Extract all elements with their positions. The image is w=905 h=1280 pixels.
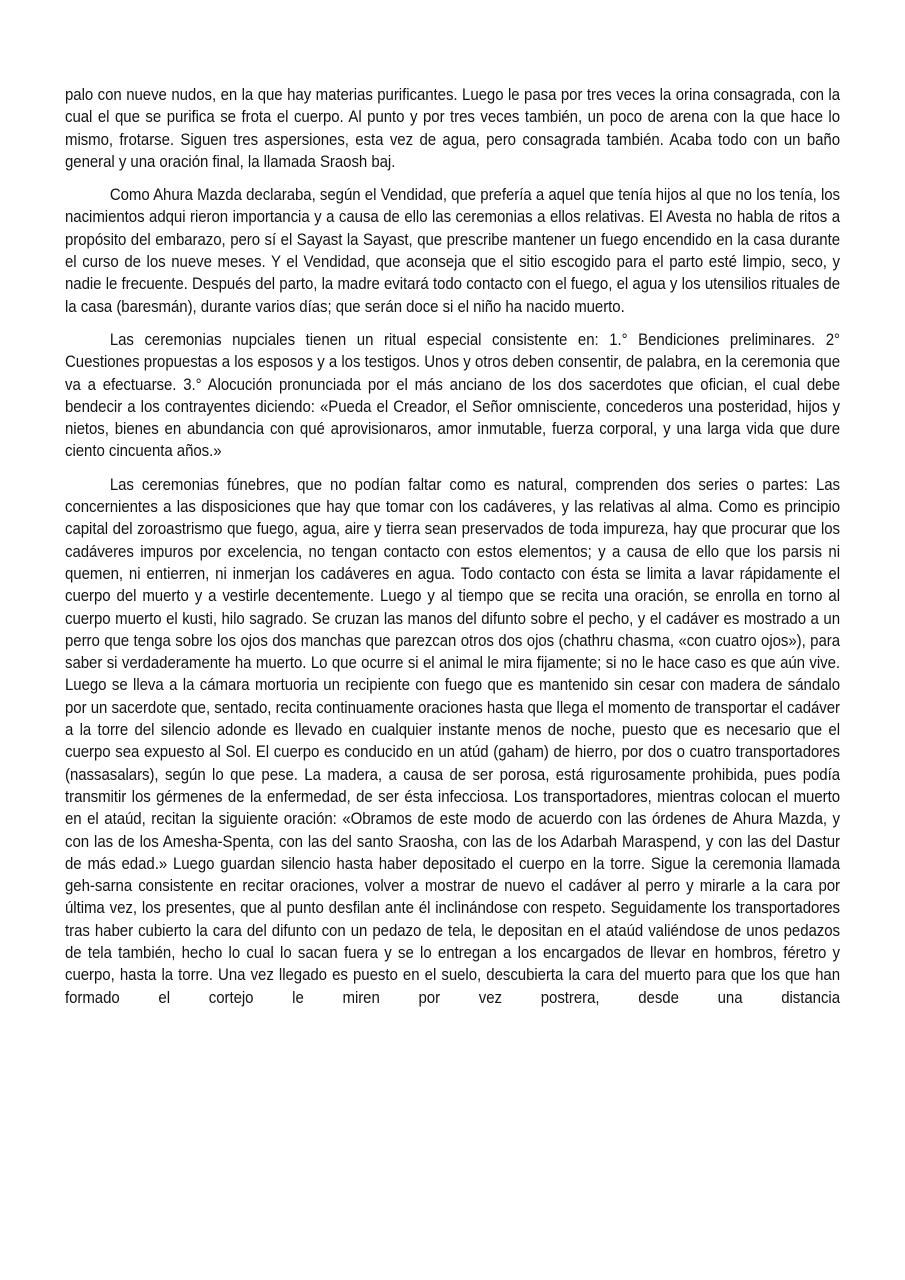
body-text-column bbox=[65, 84, 841, 1009]
paragraph-1: palo con nueve nudos, en la que hay materias purificantes. Luego le pasa por tres veces la orina consagrada, con la cual el que se purifica se frota el cuerpo. Al punto y por tres veces también, un poco de arena con la que hace lo mismo, frotarse. Siguen tres aspersiones, esta vez de agua, pero consagrada también. Acaba todo con un baño general y una oración final, la llamada Sraosh baj. bbox=[65, 86, 841, 171]
paragraph-2: Como Ahura Mazda declaraba, según el Vendidad, que prefería a aquel que tenía hijos al que no los tenía, los nacimientos adqui rieron importancia y a causa de ello las ceremonias a ellos relativas. El Avesta no habla de ritos a propósito del embarazo, pero sí el Sayast la Sayast, que prescribe mantener un fuego encendido en la casa durante el curso de los nueve meses. Y el Vendidad, que aconseja que el sitio escogido para el parto esté limpio, seco, y nadie le frecuente. Después del parto, la madre evitará todo contacto con el fuego, el agua y los utensilios rituales de la casa (baresmán), durante varios días; que serán doce si el niño ha nacido muerto. bbox=[65, 186, 841, 316]
paragraph-4: Las ceremonias fúnebres, que no podían faltar como es natural, comprenden dos series o partes: Las concernientes a las disposiciones que hay que tomar con los cadáveres, y las relativas al alma. Como es principio capital del zoroastrismo que fuego, agua, aire y tierra sean preservados de toda impureza, hay que procurar que los cadáveres impuros por excelencia, no tengan contacto con estos elementos; y a causa de ello que los parsis ni quemen, ni entierren, ni inmerjan los cadáveres en agua. Todo contacto con ésta se limita a lavar rápidamente el cuerpo del muerto y a vestirle decentemente. Luego y al tiempo que se recita una oración, se enrolla en torno al cuerpo muerto el kusti, hilo sagrado. Se cruzan las manos del difunto sobre el pecho, y el cadáver es mostrado a un perro que tenga sobre los ojos dos manchas que parezcan otros dos ojos (chathru chasma, «con cuatro ojos»), para saber si verdaderamente ha muerto. Lo que ocurre si el animal le mira fijamente; si no le hace caso es que aún vive. Luego se lleva a la cámara mortuoria un recipiente con fuego que es mantenido sin cesar con madera de sándalo por un sacerdote que, sentado, recita continuamente oraciones hasta que llega el momento de transportar el cadáver a la torre del silencio adonde es llevado en cualquier instante menos de noche, puesto que es necesario que el cuerpo sea expuesto al Sol. El cuerpo es conducido en un atúd (gaham) de hierro, por dos o cuatro transportadores (nassasalars), según lo que pese. La madera, a causa de ser porosa, está rigurosamente prohibida, pues podía transmitir los gérmenes de la enfermedad, de ser ésta infecciosa. Los transportadores, mientras colocan el muerto en el ataúd, recitan la siguiente oración: «Obramos de este modo de acuerdo con las órdenes de Ahura Mazda, y con las de los Amesha-Spenta, con las del santo Sraosha, con las de los Adarbah Maraspend, y con las del Dastur de más edad.» Luego guardan silencio hasta haber depositado el cuerpo en la torre. Sigue la ceremonia llamada geh-sarna consistente en recitar oraciones, volver a mostrar de nuevo el cadáver al perro y mirarle a la cara por última vez, los presentes, que al punto desfilan ante él inclinándose con respeto. Seguidamente los transportadores tras haber cubierto la cara del difunto con un pedazo de tela, le depositan en el ataúd valiéndose de unos pedazos de tela también, hecho lo cual lo sacan fuera y se lo entregan a los encargados de llevar en hombros, féretro y cuerpo, hasta la torre. Una vez llegado es puesto en el suelo, descubierta la cara del muerto para que los que han formado el cortejo le miren por vez postrera, desde una distancia bbox=[65, 475, 841, 1007]
paragraph-3: Las ceremonias nupciales tienen un ritual especial consistente en: 1.° Bendiciones preliminares. 2° Cuestiones propuestas a los esposos y a los testigos. Unos y otros deben consentir, de palabra, en la ceremonia que va a efectuarse. 3.° Alocución pronunciada por el más anciano de los dos sacerdotes que ofician, el cual debe bendecir a los contrayentes diciendo: «Pueda el Creador, el Señor omnisciente, concederos una posteridad, hijos y nietos, bienes en abundancia con qué aprovisionaros, amor inmutable, fuerza corporal, y una larga vida que dure ciento cincuenta años.» bbox=[65, 330, 841, 461]
